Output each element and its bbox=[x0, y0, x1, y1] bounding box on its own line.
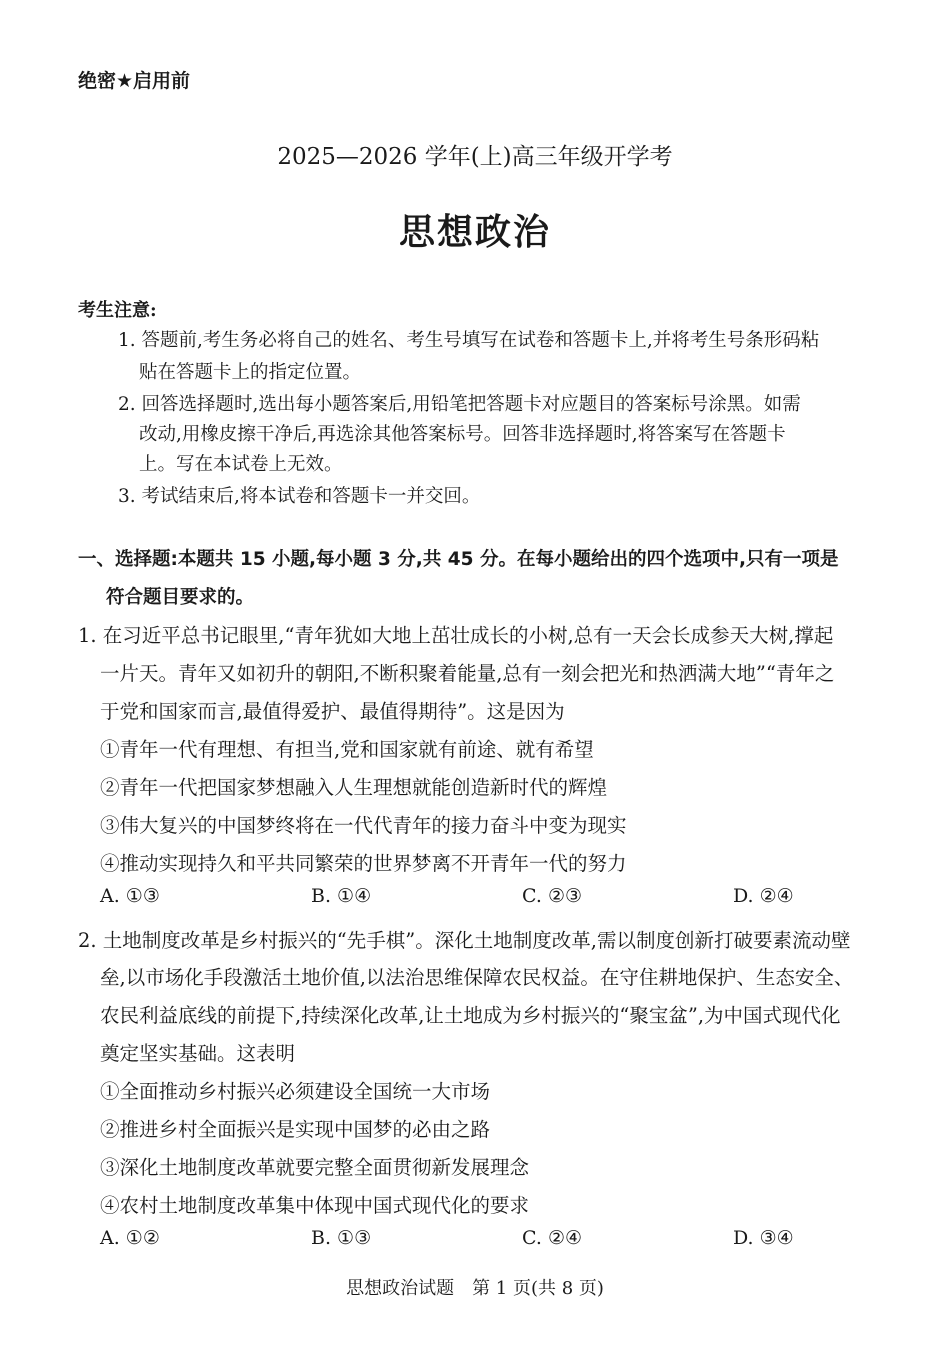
question-2-choice-b: B. ①③ bbox=[311, 1227, 372, 1249]
question-2-option: ②推进乡村全面振兴是实现中国梦的必由之路 bbox=[100, 1118, 491, 1141]
notice-line: 2. 回答选择题时,选出每小题答案后,用铅笔把答题卡对应题目的答案标号涂黑。如需 bbox=[118, 394, 801, 415]
question-2-choice-a: A. ①② bbox=[100, 1227, 160, 1249]
question-2-option: ①全面推动乡村振兴必须建设全国统一大市场 bbox=[100, 1080, 491, 1103]
notice-line: 改动,用橡皮擦干净后,再选涂其他答案标号。回答非选择题时,将答案写在答题卡 bbox=[139, 424, 786, 445]
notice-heading: 考生注意: bbox=[78, 300, 157, 321]
question-1-option: ②青年一代把国家梦想融入人生理想就能创造新时代的辉煌 bbox=[100, 776, 608, 799]
confidentiality-label: 绝密★启用前 bbox=[78, 70, 191, 92]
exam-title: 2025—2026 学年(上)高三年级开学考 bbox=[277, 144, 673, 170]
notice-line: 3. 考试结束后,将本试卷和答题卡一并交回。 bbox=[118, 486, 481, 507]
section-heading-cont: 符合题目要求的。 bbox=[106, 587, 255, 608]
question-1-option: ①青年一代有理想、有担当,党和国家就有前途、就有希望 bbox=[100, 738, 594, 761]
question-2-choice-c: C. ②④ bbox=[522, 1227, 583, 1249]
question-1-choice-d: D. ②④ bbox=[733, 885, 794, 907]
question-2-stem: 2. 土地制度改革是乡村振兴的“先手棋”。深化土地制度改革,需以制度创新打破要素流动壁 bbox=[78, 929, 851, 952]
question-1-choice-b: B. ①④ bbox=[311, 885, 372, 907]
question-1-choice-a: A. ①③ bbox=[100, 885, 160, 907]
question-1-stem: 一片天。青年又如初升的朝阳,不断积聚着能量,总有一刻会把光和热洒满大地”“青年之 bbox=[100, 662, 835, 685]
notice-line: 上。写在本试卷上无效。 bbox=[139, 454, 343, 475]
question-2-stem: 垒,以市场化手段激活土地价值,以法治思维保障农民权益。在守住耕地保护、生态安全、 bbox=[100, 966, 854, 989]
question-2-choice-d: D. ③④ bbox=[733, 1227, 794, 1249]
notice-line: 1. 答题前,考生务必将自己的姓名、考生号填写在试卷和答题卡上,并将考生号条形码粘 bbox=[118, 330, 820, 351]
notice-line: 贴在答题卡上的指定位置。 bbox=[139, 362, 362, 383]
question-1-stem: 于党和国家而言,最值得爱护、最值得期待”。这是因为 bbox=[100, 700, 565, 723]
question-2-stem: 奠定坚实基础。这表明 bbox=[100, 1042, 296, 1065]
subject-title: 思想政治 bbox=[398, 212, 551, 253]
question-1-option: ③伟大复兴的中国梦终将在一代代青年的接力奋斗中变为现实 bbox=[100, 814, 627, 837]
page-footer: 思想政治试题 第 1 页(共 8 页) bbox=[346, 1278, 604, 1299]
question-2-option: ③深化土地制度改革就要完整全面贯彻新发展理念 bbox=[100, 1156, 530, 1179]
question-2-option: ④农村土地制度改革集中体现中国式现代化的要求 bbox=[100, 1194, 530, 1217]
question-1-stem: 1. 在习近平总书记眼里,“青年犹如大地上茁壮成长的小树,总有一天会长成参天大树,撑起 bbox=[78, 624, 834, 647]
section-heading: 一、选择题:本题共 15 小题,每小题 3 分,共 45 分。在每小题给出的四个选项中,只有一项是 bbox=[78, 549, 839, 570]
question-1-option: ④推动实现持久和平共同繁荣的世界梦离不开青年一代的努力 bbox=[100, 852, 627, 875]
question-1-choice-c: C. ②③ bbox=[522, 885, 583, 907]
question-2-stem: 农民利益底线的前提下,持续深化改革,让土地成为乡村振兴的“聚宝盆”,为中国式现代化 bbox=[100, 1004, 841, 1027]
